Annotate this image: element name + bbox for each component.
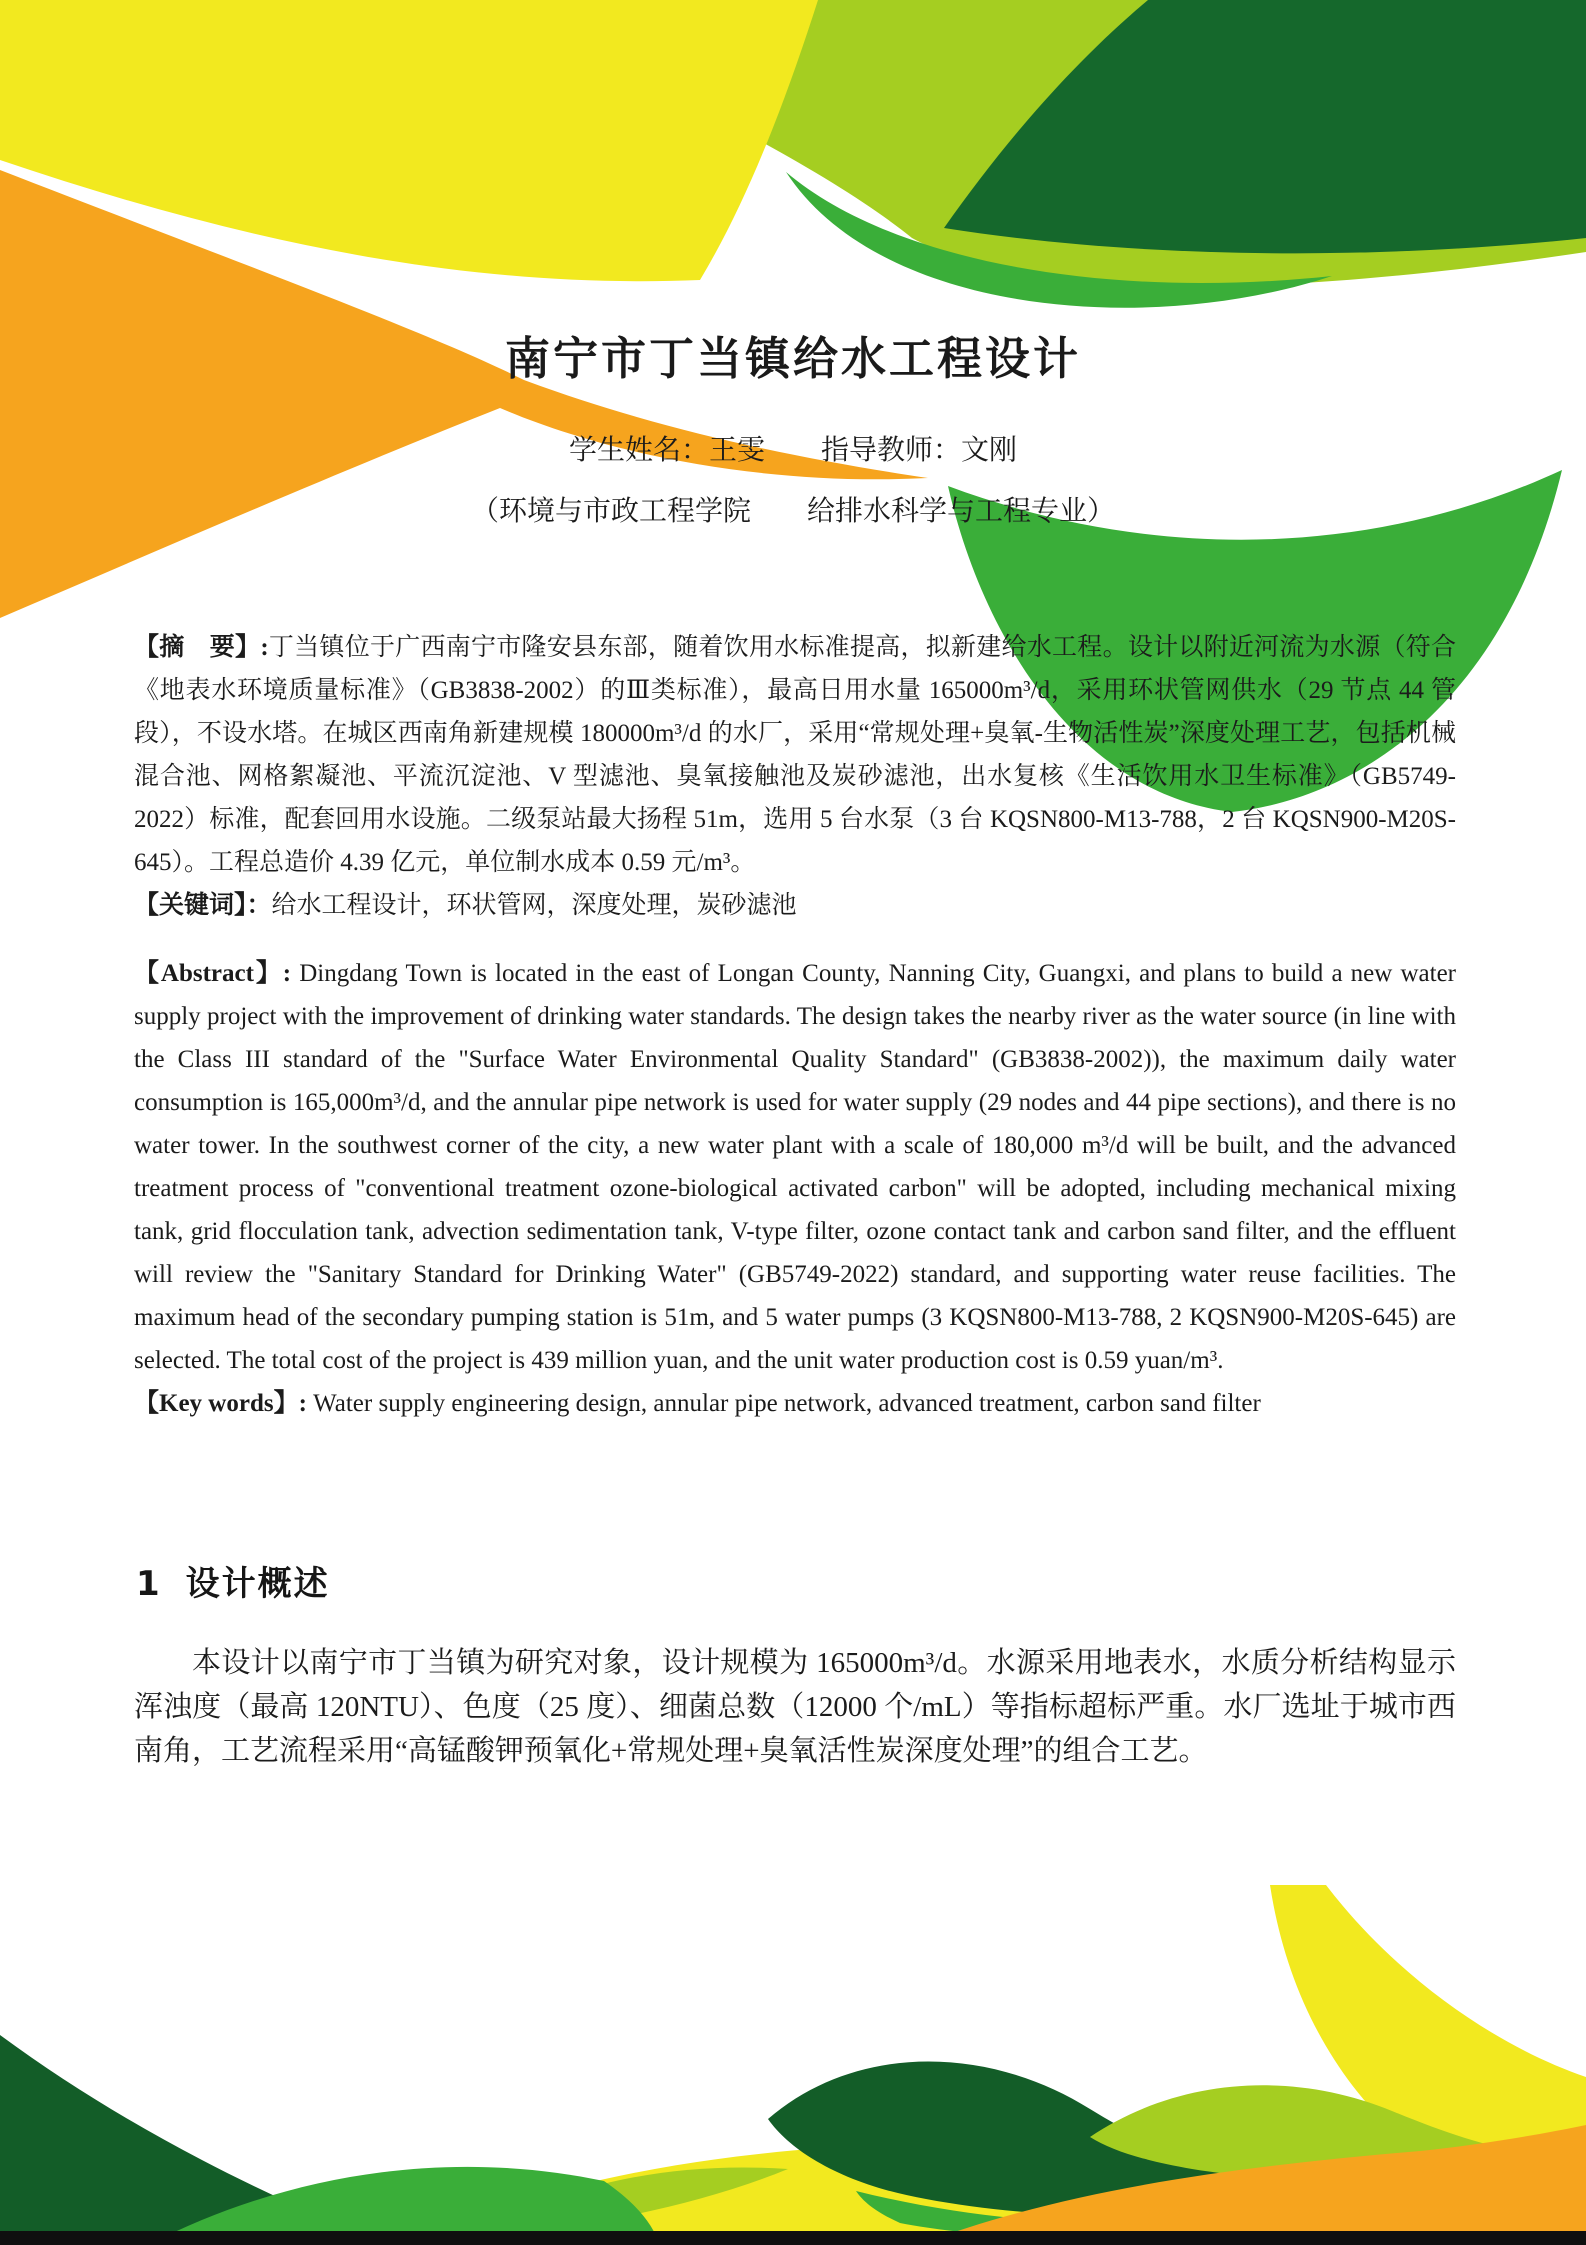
abstract-en-label: 【Abstract】:	[134, 960, 292, 987]
section-title: 设计概述	[185, 1564, 330, 1604]
abstract-cn-block	[134, 626, 1456, 927]
section-number: 1	[136, 1564, 162, 1604]
byline: 学生姓名：王雯 指导教师：文刚	[568, 435, 1017, 466]
section-body: 本设计以南宁市丁当镇为研究对象，设计规模为 165000m³/d。水源采用地表水，水质分析结构显示浑浊度（最高 120NTU）、色度（25 度）、细菌总数（12000 个/mL）等指标超标严重。水厂选址于城市西南角，工艺流程采用“高锰酸钾预氧化+常规处理+臭氧活性炭深度处理”的组合工艺。	[134, 1647, 1456, 1767]
footer-bar	[0, 2231, 1586, 2245]
abstract-cn-keywords	[134, 884, 1456, 927]
abstract-cn-text: 丁当镇位于广西南宁市隆安县东部，随着饮用水标准提高，拟新建给水工程。设计以附近河流为水源（符合《地表水环境质量标准》（GB3838-2002）的Ⅲ类标准），最高日用水量 165000m³/d，采用环状管网供水（29 节点 44 管段），不设水塔。在城区西南角新建规模 180000m³/d 的水厂，采用“常规处理+臭氧-生物活性炭”深度处理工艺，包括机械混合池、网格絮凝池、平流沉淀池、V 型滤池、臭氧接触池及炭砂滤池，出水复核《生活饮用水卫生标准》（GB5749-2022）标准，配套回用水设施。二级泵站最大扬程 51m，选用 5 台水泵（3 台 KQSN800-M13-788，2 台 KQSN900-M20S-645）。工程总造价 4.39 亿元，单位制水成本 0.59 元/m³。	[134, 634, 1456, 876]
abstract-cn-keywords-text: 给水工程设计，环状管网，深度处理，炭砂滤池	[271, 892, 797, 919]
page-title: 南宁市丁当镇给水工程设计	[504, 332, 1081, 386]
section-body-block	[134, 1641, 1456, 1773]
affiliation: （环境与市政工程学院 给排水科学与工程专业）	[470, 496, 1115, 527]
abstract-cn-label: 【摘 要】:	[134, 634, 269, 661]
abstract-cn	[134, 626, 1456, 884]
bottom-decoration	[0, 1885, 1586, 2245]
abstract-en-text: Dingdang Town is located in the east of Longan County, Nanning City, Guangxi, and plans to build a new water supply project with the improvement of drinking water standards. The design takes the nearby river as the water source (in line with the Class III standard of the "Surface Water Environmental Quality Standard" (GB3838-2002)), the maximum daily water consumption is 165,000m³/d, and the annular pipe network is used for water supply (29 nodes and 44 pipe sections), and there is no water tower. In the southwest corner of the city, a new water plant with a scale of 180,000 m³/d will be built, and the advanced treatment process of "conventional treatment ozone-biological activated carbon" will be adopted, including mechanical mixing tank, grid flocculation tank, advection sedimentation tank, V-type filter, ozone contact tank and carbon sand filter, and the effluent will review the "Sanitary Standard for Drinking Water" (GB5749-2022) standard, and supporting water reuse facilities. The maximum head of the secondary pumping station is 51m, and 5 water pumps (3 KQSN800-M13-788, 2 KQSN900-M20S-645) are selected. The total cost of the project is 439 million yuan, and the unit water production cost is 0.59 yuan/m³.	[134, 960, 1457, 1374]
abstract-en-keywords-text: Water supply engineering design, annular pipe network, advanced treatment, carbon sand filter	[306, 1390, 1261, 1417]
abstract-en-block	[134, 952, 1456, 1425]
abstract-en-keywords	[134, 1382, 1456, 1425]
section-heading	[136, 1556, 330, 1605]
abstract-en	[134, 952, 1456, 1382]
abstract-cn-keywords-label: 【关键词】：	[134, 892, 272, 919]
abstract-en-keywords-label: 【Key words】:	[134, 1390, 307, 1417]
